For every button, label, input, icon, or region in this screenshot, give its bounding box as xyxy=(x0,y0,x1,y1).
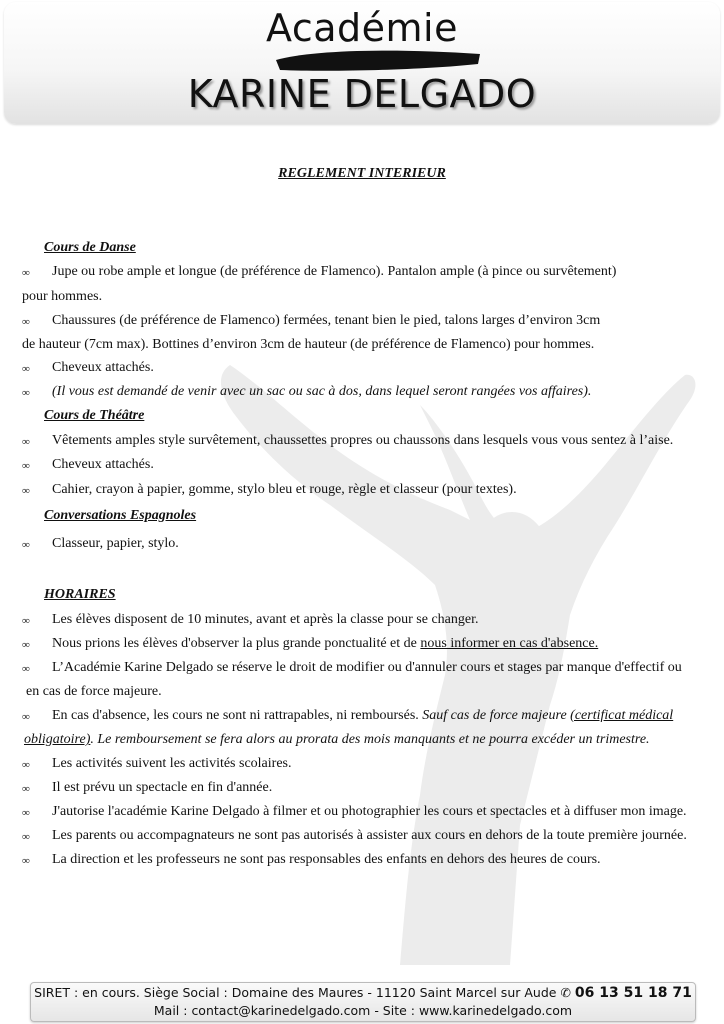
footer-mail-site: Mail : contact@karinedelgado.com - Site : www.karinedelgado.com xyxy=(153,1003,573,1018)
bullet-icon: ∞ xyxy=(22,316,30,328)
horaires-item-3-line-1: L’Académie Karine Delgado se réserve le droit de modifier ou d'annuler cours et stages par manque d'effectif ou xyxy=(52,660,682,675)
bullet-icon: ∞ xyxy=(22,663,30,675)
horaires-item-4-italic: Sauf cas de force majeure xyxy=(422,708,571,723)
horaires-item-2-underlined: nous informer en cas d'absence. xyxy=(420,636,599,651)
danse-item-1-line-2: pour hommes. xyxy=(22,289,103,304)
footer-siret-address: SIRET : en cours. Siège Social : Domaine des Maures - 11120 Saint Marcel sur Aude xyxy=(34,985,557,1000)
horaires-item-7: J'autorise l'académie Karine Delgado à filmer et ou photographier les cours et spectacles et à diffuser mon image. xyxy=(52,804,687,819)
horaires-item-1: Les élèves disposent de 10 minutes, avant et après la classe pour se changer. xyxy=(52,612,479,627)
horaires-item-9: La direction et les professeurs ne sont pas responsables des enfants en dehors des heures de cours. xyxy=(52,852,601,867)
bullet-icon: ∞ xyxy=(22,267,30,279)
theatre-item-1: Vêtements amples style survêtement, chaussettes propres ou chaussons dans lesquels vous vous sentez à l’aise. xyxy=(52,433,674,448)
header-banner xyxy=(4,2,720,124)
bullet-icon: ∞ xyxy=(22,436,30,448)
footer-line-1 xyxy=(31,985,695,1001)
bullet-icon: ∞ xyxy=(22,831,30,843)
theatre-item-3: Cahier, crayon à papier, gomme, stylo bleu et rouge, règle et classeur (pour textes). xyxy=(52,482,517,497)
bullet-icon: ∞ xyxy=(22,387,30,399)
horaires-item-6: Il est prévu un spectacle en fin d'année. xyxy=(52,780,273,795)
bullet-icon: ∞ xyxy=(22,711,30,723)
heading-cours-theatre: Cours de Théâtre xyxy=(44,408,145,423)
heading-conversations-espagnoles: Conversations Espagnoles xyxy=(44,508,197,523)
header-name: KARINE DELGADO xyxy=(187,72,537,116)
heading-horaires: HORAIRES xyxy=(44,587,116,602)
bullet-icon: ∞ xyxy=(22,363,30,375)
horaires-item-5: Les activités suivent les activités scolaires. xyxy=(52,756,292,771)
bullet-icon: ∞ xyxy=(22,460,30,472)
danse-item-2-line-2: de hauteur (7cm max). Bottines d’environ 3cm de hauteur (de préférence de Flamenco) pour hommes. xyxy=(22,337,595,352)
footer-contact-box xyxy=(30,982,696,1022)
horaires-item-2 xyxy=(52,635,598,653)
bullet-icon: ∞ xyxy=(22,759,30,771)
theatre-item-2: Cheveux attachés. xyxy=(52,457,154,472)
horaires-item-4-certificat: (certificat médical xyxy=(570,708,674,723)
horaires-item-8: Les parents ou accompagnateurs ne sont pas autorisés à assister aux cours en dehors de la toute première journée. xyxy=(52,828,687,843)
horaires-item-4-text: En cas d'absence, les cours ne sont ni rattrapables, ni remboursés. xyxy=(52,708,423,723)
danse-item-3: Cheveux attachés. xyxy=(52,360,154,375)
espagnol-item-1: Classeur, papier, stylo. xyxy=(52,536,179,551)
horaires-item-4-obligatoire: obligatoire) xyxy=(24,732,91,747)
heading-cours-danse: Cours de Danse xyxy=(44,240,136,255)
danse-item-4: (Il vous est demandé de venir avec un sac ou sac à dos, dans lequel seront rangées vos affaires). xyxy=(52,384,592,399)
bullet-icon: ∞ xyxy=(22,783,30,795)
danse-item-2-line-1: Chaussures (de préférence de Flamenco) fermées, tenant bien le pied, talons larges d’environ 3cm xyxy=(52,313,601,328)
bullet-icon: ∞ xyxy=(22,485,30,497)
horaires-item-3-line-2: en cas de force majeure. xyxy=(26,684,162,699)
bullet-icon: ∞ xyxy=(22,855,30,867)
danse-item-1-line-1: Jupe ou robe ample et longue (de préférence de Flamenco). Pantalon ample (à pince ou survêtement) xyxy=(52,264,617,279)
document-title: REGLEMENT INTERIEUR xyxy=(278,166,446,181)
bullet-icon: ∞ xyxy=(22,615,30,627)
footer-phone: 06 13 51 18 71 xyxy=(574,985,692,1001)
horaires-item-4-line-1 xyxy=(52,707,673,725)
header-academie: Académie xyxy=(266,6,458,50)
horaires-item-4-line-2 xyxy=(24,731,650,749)
horaires-item-2-text: Nous prions les élèves d'observer la plus grande ponctualité et de xyxy=(52,636,421,651)
horaires-item-4-remboursement: . Le remboursement se fera alors au prorata des mois manquants et ne pourra excéder un trimestre. xyxy=(90,732,650,747)
bullet-icon: ∞ xyxy=(22,639,30,651)
phone-icon: ✆ xyxy=(560,985,571,1000)
bullet-icon: ∞ xyxy=(22,539,30,551)
bullet-icon: ∞ xyxy=(22,807,30,819)
